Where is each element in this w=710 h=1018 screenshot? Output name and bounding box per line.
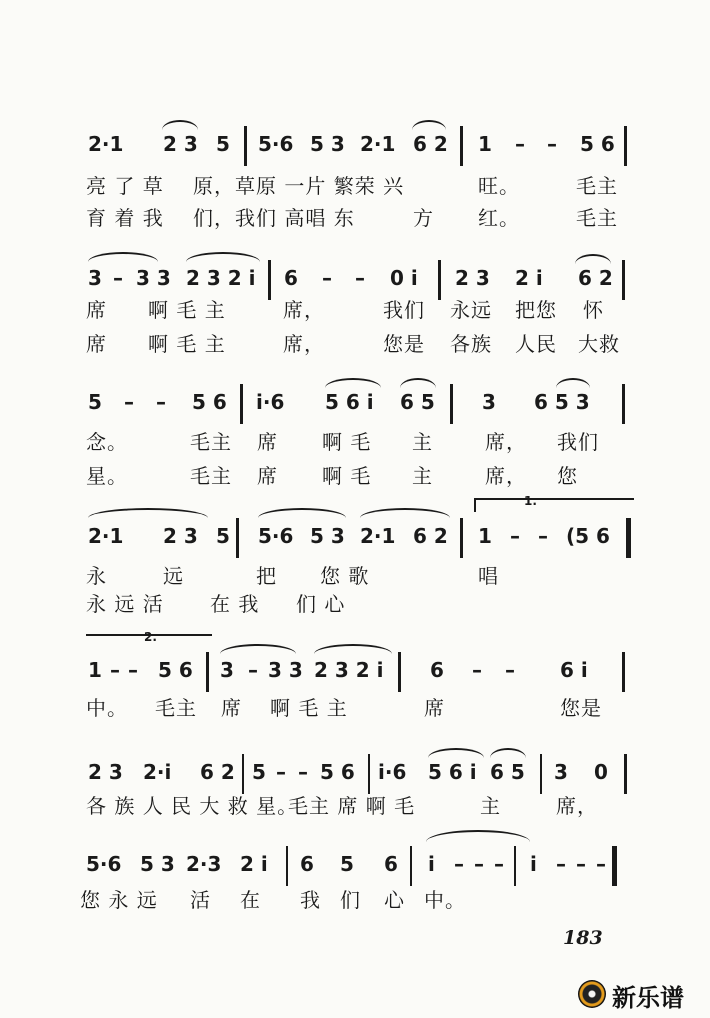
lyric: 活 bbox=[190, 888, 211, 912]
slur bbox=[220, 644, 296, 654]
logo-text: 新乐谱 bbox=[612, 984, 684, 1012]
notes-row bbox=[0, 386, 710, 422]
slur bbox=[258, 508, 346, 518]
note: 5 6 bbox=[192, 390, 227, 414]
barline bbox=[242, 754, 244, 794]
note: 0 bbox=[594, 760, 608, 784]
note: i·6 bbox=[256, 390, 285, 414]
slur bbox=[325, 378, 381, 388]
note: 5 bbox=[216, 132, 230, 156]
note: 2 i bbox=[515, 266, 543, 290]
slur bbox=[556, 378, 590, 388]
note: 0 i bbox=[390, 266, 418, 290]
lyric: 啊 毛 主 bbox=[148, 332, 226, 356]
note: 6 bbox=[284, 266, 298, 290]
lyrics-verse-2 bbox=[0, 202, 710, 232]
volta-bracket bbox=[474, 498, 634, 512]
notes-row bbox=[0, 848, 710, 884]
lyric: 您是 bbox=[383, 332, 425, 356]
note: 5·6 bbox=[86, 852, 122, 876]
lyric: 我们 bbox=[557, 430, 599, 454]
barline bbox=[514, 846, 516, 886]
note: (5 6 bbox=[566, 524, 610, 548]
note: 2 3 bbox=[163, 132, 198, 156]
note: 5·6 bbox=[258, 524, 294, 548]
note: – bbox=[474, 852, 484, 876]
note: 2 3 2 i bbox=[314, 658, 384, 682]
lyric: 您是 bbox=[560, 696, 602, 720]
note: 2·1 bbox=[360, 132, 396, 156]
note: 5 6 bbox=[580, 132, 615, 156]
slur bbox=[162, 120, 198, 130]
barline bbox=[460, 518, 463, 558]
notes-row bbox=[0, 520, 710, 556]
lyric: 人民 bbox=[515, 332, 557, 356]
lyric: 星。 bbox=[86, 464, 128, 488]
lyrics-verse-1 bbox=[0, 692, 710, 722]
note: – bbox=[355, 266, 365, 290]
note: 5 6 bbox=[158, 658, 193, 682]
note: 2·i bbox=[143, 760, 172, 784]
lyrics-verse-1 bbox=[0, 170, 710, 200]
slur bbox=[88, 508, 208, 518]
barline bbox=[624, 126, 627, 166]
tie bbox=[426, 830, 530, 842]
lyrics-verse-1 bbox=[0, 790, 710, 820]
barline bbox=[368, 754, 370, 794]
slur bbox=[186, 252, 260, 262]
notes-row bbox=[0, 654, 710, 690]
note: 2·1 bbox=[88, 132, 124, 156]
note: 5 bbox=[340, 852, 354, 876]
lyric: 席， bbox=[485, 430, 527, 454]
lyric: 我们 bbox=[383, 298, 425, 322]
barline bbox=[286, 846, 288, 886]
barline bbox=[398, 652, 401, 692]
lyric: 育 着 我 bbox=[86, 206, 164, 230]
note: 6 2 bbox=[578, 266, 613, 290]
slur bbox=[88, 252, 158, 262]
note: 2 3 bbox=[163, 524, 198, 548]
lyric: 席 bbox=[86, 298, 107, 322]
note: – bbox=[472, 658, 482, 682]
note: – bbox=[556, 852, 566, 876]
note: 6 2 bbox=[413, 524, 448, 548]
lyric: 远 bbox=[163, 564, 184, 588]
lyric: 永远 bbox=[450, 298, 492, 322]
note: – bbox=[298, 760, 308, 784]
note: 6 bbox=[384, 852, 398, 876]
note: 2 3 bbox=[88, 760, 123, 784]
lyric: 啊 毛 主 bbox=[148, 298, 226, 322]
barline bbox=[410, 846, 412, 886]
lyric: 主 bbox=[412, 464, 433, 488]
lyric: 各族 bbox=[450, 332, 492, 356]
note: – bbox=[248, 658, 258, 682]
lyric: 席， bbox=[283, 332, 325, 356]
lyric: 席， bbox=[556, 794, 598, 818]
note: – bbox=[322, 266, 332, 290]
note: – bbox=[454, 852, 464, 876]
note: 6 5 bbox=[490, 760, 525, 784]
lyric: 主 bbox=[412, 430, 433, 454]
barline bbox=[206, 652, 209, 692]
lyric: 毛主 bbox=[190, 464, 232, 488]
volta-number: 2. bbox=[144, 630, 157, 644]
note: – bbox=[515, 132, 525, 156]
barline bbox=[244, 126, 247, 166]
slur bbox=[575, 254, 611, 264]
note: 2 i bbox=[240, 852, 268, 876]
note: 1 bbox=[88, 658, 102, 682]
lyric: 旺。 bbox=[478, 174, 520, 198]
lyric: 我 bbox=[300, 888, 321, 912]
barline bbox=[460, 126, 463, 166]
lyric: 席 bbox=[221, 696, 242, 720]
note: 1 bbox=[478, 132, 492, 156]
barline bbox=[540, 754, 542, 794]
lyric: 们，我们 高唱 东 bbox=[193, 206, 355, 230]
note: 2 3 2 i bbox=[186, 266, 256, 290]
notes-row bbox=[0, 262, 710, 298]
lyric: 们 心 bbox=[296, 592, 346, 616]
note: 6 2 bbox=[413, 132, 448, 156]
lyric: 啊 毛 bbox=[322, 430, 372, 454]
lyric: 啊 毛 bbox=[322, 464, 372, 488]
lyric: 各 族 人 民 大 救 星。 bbox=[86, 794, 299, 818]
lyric: 席， bbox=[283, 298, 325, 322]
lyric: 您 永 远 bbox=[80, 888, 158, 912]
note: – bbox=[510, 524, 520, 548]
note: 5 bbox=[88, 390, 102, 414]
note: 2 3 bbox=[455, 266, 490, 290]
lyrics-verse-1 bbox=[0, 560, 710, 590]
barline bbox=[622, 384, 625, 424]
lyric: 主 bbox=[480, 794, 501, 818]
lyrics-verse-1 bbox=[0, 294, 710, 324]
lyric: 席 bbox=[257, 464, 278, 488]
note: – bbox=[494, 852, 504, 876]
lyric: 在 bbox=[240, 888, 261, 912]
note: 2·1 bbox=[360, 524, 396, 548]
note: 3 bbox=[482, 390, 496, 414]
note: i·6 bbox=[378, 760, 407, 784]
note: 5 3 bbox=[140, 852, 175, 876]
barline bbox=[622, 652, 625, 692]
note: 3 3 bbox=[136, 266, 171, 290]
lyric: 原，草原 一片 繁荣 兴 bbox=[193, 174, 405, 198]
lyric: 大救 bbox=[578, 332, 620, 356]
final-barline bbox=[612, 846, 617, 886]
note: – bbox=[156, 390, 166, 414]
slur bbox=[360, 508, 450, 518]
note: 6 bbox=[430, 658, 444, 682]
note: 5 6 i bbox=[325, 390, 374, 414]
lyric: 念。 bbox=[86, 430, 128, 454]
lyric: 亮 了 草 bbox=[86, 174, 164, 198]
lyric: 把 bbox=[256, 564, 277, 588]
note: 1 bbox=[478, 524, 492, 548]
lyric: 毛主 席 啊 毛 bbox=[288, 794, 416, 818]
lyric: 中。 bbox=[86, 696, 128, 720]
notes-row bbox=[0, 128, 710, 164]
lyrics-verse-2 bbox=[0, 588, 710, 618]
note: – bbox=[128, 658, 138, 682]
lyric: 席， bbox=[485, 464, 527, 488]
slur bbox=[400, 378, 436, 388]
lyric: 永 远 活 bbox=[86, 592, 164, 616]
repeat-barline bbox=[626, 518, 631, 558]
note: 3 bbox=[220, 658, 234, 682]
slur bbox=[490, 748, 526, 758]
notes-row bbox=[0, 756, 710, 792]
note: 6 i bbox=[560, 658, 588, 682]
note: 6 5 bbox=[400, 390, 435, 414]
note: 3 3 bbox=[268, 658, 303, 682]
lyric: 把您 bbox=[515, 298, 557, 322]
barline bbox=[236, 518, 239, 558]
slur bbox=[412, 120, 446, 130]
lyrics-verse-2 bbox=[0, 460, 710, 490]
lyric: 红。 bbox=[478, 206, 520, 230]
vinyl-record-icon bbox=[578, 980, 606, 1008]
lyrics-verse-1 bbox=[0, 884, 710, 914]
lyric: 唱 bbox=[478, 564, 499, 588]
lyric: 毛主 bbox=[155, 696, 197, 720]
lyric: 在 我 bbox=[210, 592, 260, 616]
note: – bbox=[538, 524, 548, 548]
note: 6 bbox=[300, 852, 314, 876]
lyric: 们 bbox=[340, 888, 361, 912]
note: 2·1 bbox=[88, 524, 124, 548]
note: 3 bbox=[554, 760, 568, 784]
note: – bbox=[276, 760, 286, 784]
barline bbox=[240, 384, 243, 424]
note: i bbox=[530, 852, 537, 876]
note: 5·6 bbox=[258, 132, 294, 156]
volta-number: 1. bbox=[524, 494, 537, 508]
barline bbox=[450, 384, 453, 424]
note: – bbox=[576, 852, 586, 876]
note: – bbox=[596, 852, 606, 876]
lyric: 席 bbox=[257, 430, 278, 454]
watermark-logo bbox=[578, 978, 708, 1012]
lyric: 永 bbox=[86, 564, 107, 588]
lyric: 席 bbox=[424, 696, 445, 720]
lyric: 毛主 bbox=[190, 430, 232, 454]
page-number: 183 bbox=[563, 927, 603, 949]
note: – bbox=[124, 390, 134, 414]
note: i bbox=[428, 852, 435, 876]
lyric: 席 bbox=[86, 332, 107, 356]
lyric: 您 歌 bbox=[320, 564, 370, 588]
lyric: 心 bbox=[384, 888, 405, 912]
note: – bbox=[110, 658, 120, 682]
barline bbox=[624, 754, 627, 794]
note: – bbox=[547, 132, 557, 156]
lyric: 毛主 bbox=[576, 174, 618, 198]
lyric: 中。 bbox=[424, 888, 466, 912]
note: 5 6 bbox=[320, 760, 355, 784]
lyric: 您 bbox=[557, 464, 578, 488]
note: 6 2 bbox=[200, 760, 235, 784]
slur bbox=[314, 644, 392, 654]
note: – bbox=[113, 266, 123, 290]
note: 5 3 bbox=[310, 132, 345, 156]
lyric: 啊 毛 主 bbox=[270, 696, 348, 720]
note: 5 6 i bbox=[428, 760, 477, 784]
note: 6 5 3 bbox=[534, 390, 590, 414]
note: 3 bbox=[88, 266, 102, 290]
lyric: 方 bbox=[413, 206, 434, 230]
note: 5 bbox=[252, 760, 266, 784]
note: 5 3 bbox=[310, 524, 345, 548]
note: 5 bbox=[216, 524, 230, 548]
note: – bbox=[505, 658, 515, 682]
lyrics-verse-1 bbox=[0, 426, 710, 456]
lyrics-verse-2 bbox=[0, 328, 710, 358]
lyric: 毛主 bbox=[576, 206, 618, 230]
note: 2·3 bbox=[186, 852, 222, 876]
slur bbox=[428, 748, 484, 758]
lyric: 怀 bbox=[583, 298, 604, 322]
